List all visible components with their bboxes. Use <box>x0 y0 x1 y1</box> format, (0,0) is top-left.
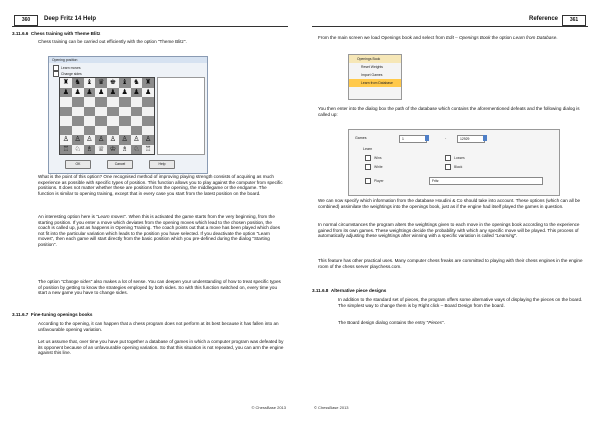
chess-piece-icon[interactable]: ♗ <box>121 145 128 153</box>
board-square[interactable] <box>72 107 84 117</box>
board-square[interactable] <box>84 135 96 145</box>
board-square[interactable] <box>72 88 84 98</box>
board-square[interactable] <box>107 116 119 126</box>
board-square[interactable] <box>72 97 84 107</box>
openings-intro: From the main screen we load Openings book and select from Edit – Openings Book the option Learn from Database. <box>318 35 558 40</box>
cancel-button[interactable]: Cancel <box>107 160 133 169</box>
theme-blitz-intro: Chess training can be carried out efficiently with the option "Theme Blitz". <box>38 39 187 44</box>
fine-tuning-paragraph-2: Let us assume that, over time you have put together a database of games in which a computer program was defeated by its opponent because of an unfavourable opening variation. So that this situation is not repeated, you can arm the engine against this line. <box>38 339 284 356</box>
chess-piece-icon[interactable]: ♝ <box>86 79 93 87</box>
openings-book-menu <box>348 54 402 100</box>
losses-checkbox[interactable]: Losses <box>445 155 465 161</box>
chess-piece-icon[interactable]: ♙ <box>97 136 105 144</box>
board-square[interactable] <box>60 116 72 126</box>
chess-piece-icon[interactable]: ♖ <box>144 145 152 153</box>
board-square[interactable] <box>142 135 154 145</box>
chess-piece-icon[interactable]: ♟ <box>144 88 152 96</box>
board-square[interactable] <box>72 126 84 136</box>
board-square[interactable] <box>95 107 107 117</box>
board-square[interactable] <box>95 135 107 145</box>
board-square[interactable] <box>60 145 72 155</box>
board-square[interactable] <box>119 135 131 145</box>
checkbox-icon <box>445 164 451 170</box>
chess-piece-icon[interactable]: ♛ <box>97 79 105 87</box>
board-square[interactable] <box>142 88 154 98</box>
chess-board <box>59 77 155 155</box>
feature-paragraph: This feature has other practical uses. Many computer chess freaks are committed to playing with their chess engines in the engine room of the chess server playchess.com. <box>318 258 583 269</box>
spin-icon[interactable] <box>425 135 429 141</box>
board-square[interactable] <box>131 78 143 88</box>
ok-button[interactable]: OK <box>65 160 91 169</box>
left-page-header <box>12 14 288 27</box>
board-square[interactable] <box>72 78 84 88</box>
checkbox-icon <box>365 155 371 161</box>
board-square[interactable] <box>84 88 96 98</box>
weights-paragraph: We can now specify which information from the database Houdini & Co should take into account. These options (which can all be combined) assimilate the weightings into the openings book, just as if the engine had itself played the games in question. <box>318 198 581 209</box>
page-number: 361 <box>562 15 586 26</box>
piece-designs-paragraph-2: The Board design dialog contains the entry "Pieces". <box>338 320 445 325</box>
chess-piece-icon[interactable]: ♟ <box>109 88 117 96</box>
theme-blitz-paragraph-2: An interesting option here is "Learn moves". When this is activated the game starts from the very beginning, from the starting position. If you enter a move which deviates from the opening moves which lead to the chosen position, the coach is called up, just as happens in Opening Training. The coach points out that a move has been played which does not fit into the particular variation which leads to the position you have selected. If you deactivate the option "Learn moves", then each game will start directly from the basic position which you pre-defined during the dialog "Starting position". <box>38 214 281 247</box>
help-button[interactable]: Help <box>149 160 175 169</box>
board-square[interactable] <box>84 78 96 88</box>
menu-item-import-games[interactable]: Import Games <box>361 73 383 77</box>
chess-piece-icon[interactable]: ♟ <box>62 88 70 96</box>
games-label: Games <box>355 136 367 140</box>
chess-piece-icon[interactable]: ♟ <box>121 88 128 96</box>
piece-designs-paragraph-1: In addition to the standard set of pieces, the program offers some alternative ways of displaying the pieces on the board. The simplest way to change them is by Right click – Board Design from the board. <box>338 297 583 308</box>
board-square[interactable] <box>95 126 107 136</box>
board-square[interactable] <box>107 88 119 98</box>
board-square[interactable] <box>84 97 96 107</box>
dialog-intro-paragraph: You then enter into the dialog box the path of the database which contains the aforementioned defeats and the following dialog is called up: <box>318 106 580 117</box>
board-square[interactable] <box>72 145 84 155</box>
menu-item-learn-from-database[interactable]: Learn from Database <box>349 79 401 87</box>
board-square[interactable] <box>95 88 107 98</box>
board-square[interactable] <box>84 116 96 126</box>
theme-blitz-paragraph-1: What is the point of this option? One recognised method of improving playing strength consists of acquiring as much experience as possible with specific types of position. This function allows you to play against the computer from specific positions. It does not matter whether these are positions from the opening, the middlegame or the endgame. The function is similar to opening training, except that in every case you start from the latest position on the board. <box>38 174 283 196</box>
range-dash: - <box>445 136 447 140</box>
chess-piece-icon[interactable]: ♙ <box>62 136 70 144</box>
chess-piece-icon[interactable]: ♞ <box>133 79 140 87</box>
checkbox-icon <box>445 155 451 161</box>
board-square[interactable] <box>107 145 119 155</box>
checkbox-icon <box>365 178 371 184</box>
change-sides-option[interactable]: Change sides <box>53 71 82 77</box>
board-square[interactable] <box>142 116 154 126</box>
games-from-field[interactable]: 1 <box>399 135 427 143</box>
fine-tuning-paragraph-1: According to the opening, it can happen that a chess program does not perform at its best because it has fallen into an unfavourable opening variation. <box>38 321 279 332</box>
board-square[interactable] <box>142 126 154 136</box>
right-page-footer: © ChessBase 2013 <box>314 405 349 410</box>
board-square[interactable] <box>60 97 72 107</box>
board-square[interactable] <box>131 107 143 117</box>
spin-icon[interactable] <box>483 135 487 141</box>
board-square[interactable] <box>107 78 119 88</box>
section-number: 3.11.6.6 <box>12 31 29 36</box>
menu-item-openings-book[interactable]: Openings Book <box>349 55 401 63</box>
theme-blitz-paragraph-3: The option "Change sides" also makes a lot of sense. You can deepen your understanding of how to treat specific types of position by getting to know the strategies employed by both sides. So with this function switched on, every time you start a new game you have to change sides. <box>38 279 281 296</box>
black-checkbox[interactable]: Black <box>445 164 462 170</box>
board-square[interactable] <box>119 145 131 155</box>
section-number: 3.11.6.8 <box>312 288 329 293</box>
board-square[interactable] <box>142 145 154 155</box>
board-square[interactable] <box>95 145 107 155</box>
learn-label: Learn <box>363 147 373 151</box>
chess-piece-icon[interactable]: ♖ <box>62 145 70 153</box>
section-heading-piece-designs <box>312 288 386 293</box>
opening-position-dialog <box>48 56 208 174</box>
menu-item-reset-weights[interactable]: Reset Weights <box>361 65 383 69</box>
board-square[interactable] <box>60 126 72 136</box>
board-square[interactable] <box>142 107 154 117</box>
board-square[interactable] <box>119 78 131 88</box>
header-title: Deep Fritz 14 Help <box>44 16 97 22</box>
board-square[interactable] <box>107 135 119 145</box>
board-square[interactable] <box>119 116 131 126</box>
chess-piece-icon[interactable]: ♟ <box>97 88 105 96</box>
chess-piece-icon[interactable]: ♙ <box>109 136 117 144</box>
chess-piece-icon[interactable]: ♝ <box>121 79 128 87</box>
chess-piece-icon[interactable]: ♘ <box>133 145 140 153</box>
board-square[interactable] <box>131 88 143 98</box>
chess-piece-icon[interactable]: ♞ <box>74 79 81 87</box>
board-square[interactable] <box>84 107 96 117</box>
board-square[interactable] <box>119 97 131 107</box>
board-square[interactable] <box>107 107 119 117</box>
section-heading-theme-blitz <box>12 31 100 36</box>
white-checkbox[interactable]: White <box>365 164 383 170</box>
chess-piece-icon[interactable]: ♙ <box>144 136 152 144</box>
player-name-field[interactable]: Fritz <box>429 177 543 185</box>
checkbox-icon <box>365 164 371 170</box>
board-square[interactable] <box>72 135 84 145</box>
right-page-header <box>312 14 588 27</box>
board-square[interactable] <box>131 116 143 126</box>
chess-piece-icon[interactable]: ♗ <box>86 145 93 153</box>
chess-piece-icon[interactable]: ♙ <box>86 136 93 144</box>
chess-piece-icon[interactable]: ♘ <box>74 145 81 153</box>
board-square[interactable] <box>95 116 107 126</box>
board-square[interactable] <box>84 145 96 155</box>
section-number: 3.11.6.7 <box>12 312 29 317</box>
learn-moves-option[interactable]: Learn moves <box>53 65 81 71</box>
section-title: Chess training with Theme Blitz <box>30 31 101 36</box>
board-square[interactable] <box>119 126 131 136</box>
chess-piece-icon[interactable]: ♙ <box>121 136 128 144</box>
left-page-footer: © ChessBase 2013 <box>251 405 286 410</box>
board-square[interactable] <box>72 116 84 126</box>
wins-checkbox[interactable]: Wins <box>365 155 382 161</box>
section-heading-fine-tuning <box>12 312 92 317</box>
board-square[interactable] <box>60 78 72 88</box>
chess-piece-icon[interactable]: ♜ <box>62 79 70 87</box>
chess-piece-icon[interactable]: ♜ <box>144 79 152 87</box>
notation-pane <box>157 77 205 155</box>
games-to-field[interactable]: 12929 <box>457 135 485 143</box>
board-square[interactable] <box>142 97 154 107</box>
right-page <box>312 14 588 410</box>
learn-from-database-dialog <box>348 129 560 196</box>
chess-piece-icon[interactable]: ♙ <box>133 136 140 144</box>
board-square[interactable] <box>131 97 143 107</box>
board-square[interactable] <box>107 126 119 136</box>
page-number: 360 <box>14 15 38 26</box>
board-square[interactable] <box>119 107 131 117</box>
board-square[interactable] <box>131 135 143 145</box>
chess-piece-icon[interactable]: ♙ <box>74 136 81 144</box>
chess-piece-icon[interactable]: ♟ <box>133 88 140 96</box>
board-square[interactable] <box>95 97 107 107</box>
chess-piece-icon[interactable]: ♚ <box>109 79 117 87</box>
chess-piece-icon[interactable]: ♟ <box>74 88 81 96</box>
learning-paragraph: In normal circumstances the program alters the weightings given to each move in the openings book according to the experience gained from its own games. These weightings decide the probability with which any specific move will be played. This process of automatically adjusting these weightings after winning with a specific variation is called "Learning". <box>318 222 580 239</box>
dialog-title: Opening position <box>49 57 207 63</box>
board-square[interactable] <box>131 145 143 155</box>
board-square[interactable] <box>60 135 72 145</box>
section-title: Alternative piece designs <box>330 288 387 293</box>
chess-piece-icon[interactable]: ♕ <box>97 145 105 153</box>
board-square[interactable] <box>95 78 107 88</box>
chess-piece-icon[interactable]: ♟ <box>86 88 93 96</box>
board-square[interactable] <box>107 97 119 107</box>
board-square[interactable] <box>84 126 96 136</box>
board-square[interactable] <box>131 126 143 136</box>
board-square[interactable] <box>119 88 131 98</box>
player-checkbox[interactable]: Player <box>365 178 384 184</box>
header-title: Reference <box>528 16 558 22</box>
board-square[interactable] <box>60 107 72 117</box>
board-square[interactable] <box>142 78 154 88</box>
left-page <box>12 14 288 410</box>
section-title: Fine-tuning openings books <box>30 312 93 317</box>
chess-piece-icon[interactable]: ♔ <box>109 145 117 153</box>
board-square[interactable] <box>60 88 72 98</box>
